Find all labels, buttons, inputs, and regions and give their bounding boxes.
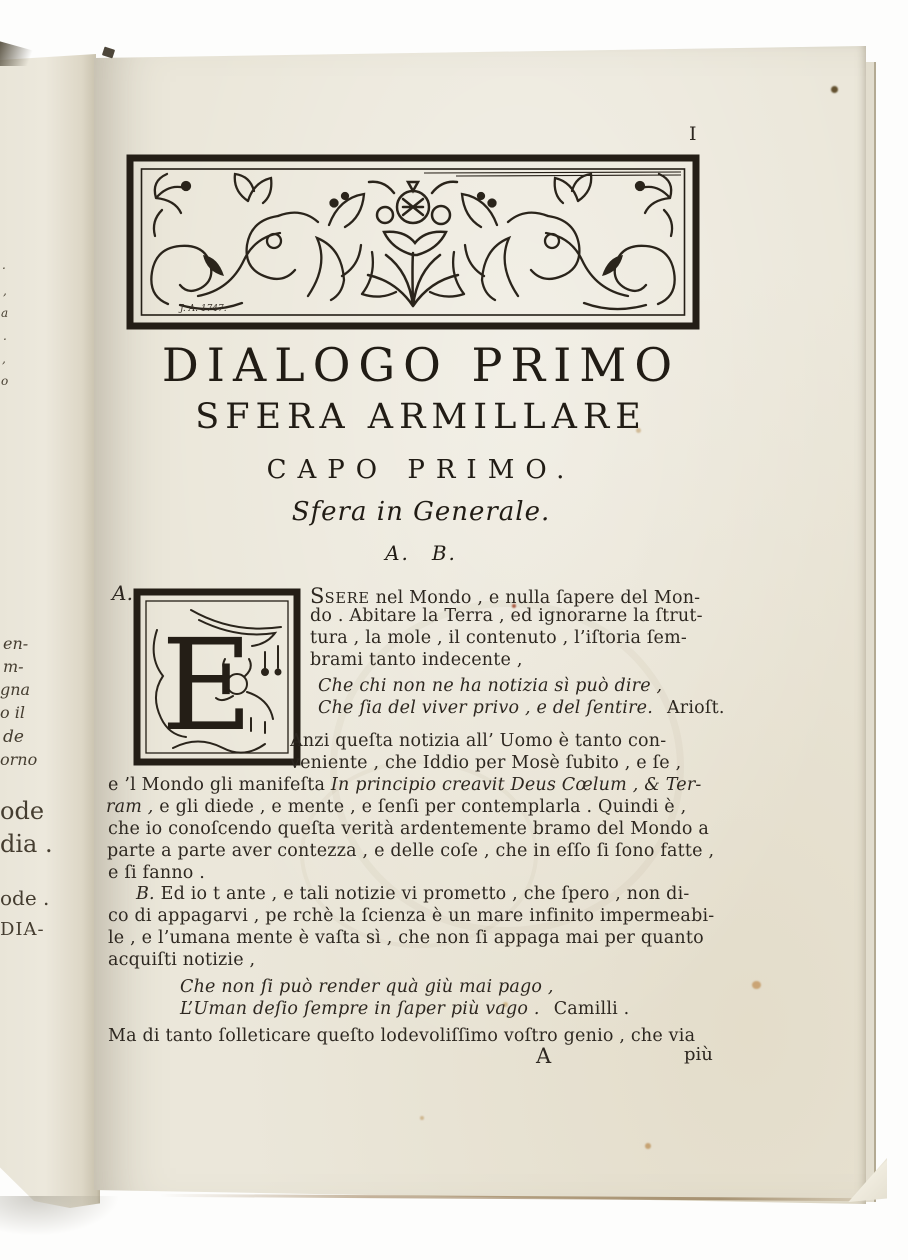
body-line xyxy=(108,775,702,795)
verso-fragment: o xyxy=(1,374,9,388)
verso-fragment: . xyxy=(3,329,7,343)
body-text: e ’l Mondo gli manifeſta xyxy=(108,775,331,795)
verso-fragment: DIA- xyxy=(0,919,45,940)
page-title: DIALOGO PRIMO xyxy=(161,338,681,392)
body-line: parte a parte aver contezza , e delle coſe , che in eſſo ſi ſono fatte , xyxy=(107,841,715,861)
verso-fragment: , xyxy=(3,284,7,298)
body-line: Ma di tanto ſolleticare queſto lodevoliſſimo voſtro genio , che via xyxy=(108,1026,696,1046)
verse-text: L’Uman deſio ſempre in ſaper più vago . xyxy=(180,999,540,1019)
body-line: che io conoſcendo queſta verità ardentemente bramo del Mondo a xyxy=(108,819,710,839)
verso-fragment: m- xyxy=(3,657,24,676)
dropcap-initial xyxy=(133,588,301,770)
chapter-heading: CAPO PRIMO. xyxy=(266,455,576,485)
body-text: Ed io t ante , e tali notizie vi prometto , che ſpero , non di- xyxy=(154,884,690,904)
verso-fragment: de xyxy=(3,727,24,747)
margin-speaker-a: A. xyxy=(112,581,134,605)
body-line xyxy=(136,884,689,904)
dropcap-letter: E xyxy=(161,612,253,759)
body-line xyxy=(310,584,700,608)
verso-fragment: ode . xyxy=(0,886,50,910)
verso-fragment: gna xyxy=(0,680,31,699)
verse-line: Che non ſi può render quà giù mai pago , xyxy=(180,977,554,997)
latin-quote: In principio creavit Deus Cœlum , & Ter- xyxy=(330,775,702,795)
body-text: nel Mondo , e nulla ſapere del Mon- xyxy=(369,588,701,608)
verse-line: Che chi non ne ha notizia sì può dire , xyxy=(318,676,663,696)
page-number: I xyxy=(689,123,698,145)
body-line: veniente , che Iddio per Mosè ſubito , e ſe , xyxy=(290,753,682,773)
section-heading: Sfera in Generale. xyxy=(291,497,551,527)
body-line: e ſi fanno . xyxy=(108,863,206,883)
headpiece-ornament xyxy=(126,154,700,334)
body-line xyxy=(106,797,686,817)
verse-line xyxy=(180,999,629,1019)
interlocutors-heading: A. B. xyxy=(385,541,457,565)
verso-fragment: o il xyxy=(0,703,25,722)
verso-fragment: a xyxy=(1,306,9,320)
body-line: le , e l’umana mente è vaſta sì , che non ſi appaga mai per quanto xyxy=(108,928,704,948)
body-line: co di appagarvi , pe rchè la ſcienza è un mare infinito impermeabi- xyxy=(108,906,715,926)
verso-fragment: orno xyxy=(0,750,38,769)
body-text: e gli diede , e mente , e ſenſi per contemplarla . Quindi è , xyxy=(153,797,687,817)
verse-line xyxy=(318,698,725,718)
lead-smallcaps: SERE xyxy=(324,591,370,607)
verso-fragment: dia . xyxy=(0,830,53,858)
lead-capital: S xyxy=(310,584,325,608)
catchword: più xyxy=(684,1044,713,1065)
headpiece-signature: J. A. 1747. xyxy=(180,304,227,314)
latin-quote: ram , xyxy=(106,797,154,817)
verso-fragment: ode xyxy=(0,797,45,825)
body-line: do . Abitare la Terra , ed ignorarne la ſtrut- xyxy=(310,606,703,626)
body-line: Anzi queſta notizia all’ Uomo è tanto con- xyxy=(290,731,667,751)
page-subtitle: SFERA ARMILLARE xyxy=(195,397,647,437)
speaker-b: B. xyxy=(136,884,155,904)
verse-attribution: Arioſt. xyxy=(666,698,725,718)
verso-fragment: . xyxy=(2,258,6,272)
verse-text: Che ſia del viver privo , e del ſentire. xyxy=(318,698,653,718)
verse-attribution: Camilli . xyxy=(553,999,630,1019)
body-line: acquiſti notizie , xyxy=(108,950,256,970)
body-line: tura , la mole , il contenuto , l’iſtoria ſem- xyxy=(310,628,688,648)
signature-mark: A xyxy=(536,1044,552,1068)
body-line: brami tanto indecente , xyxy=(310,650,523,670)
verso-fragment: en- xyxy=(3,634,29,653)
verso-fragment: , xyxy=(2,352,6,366)
